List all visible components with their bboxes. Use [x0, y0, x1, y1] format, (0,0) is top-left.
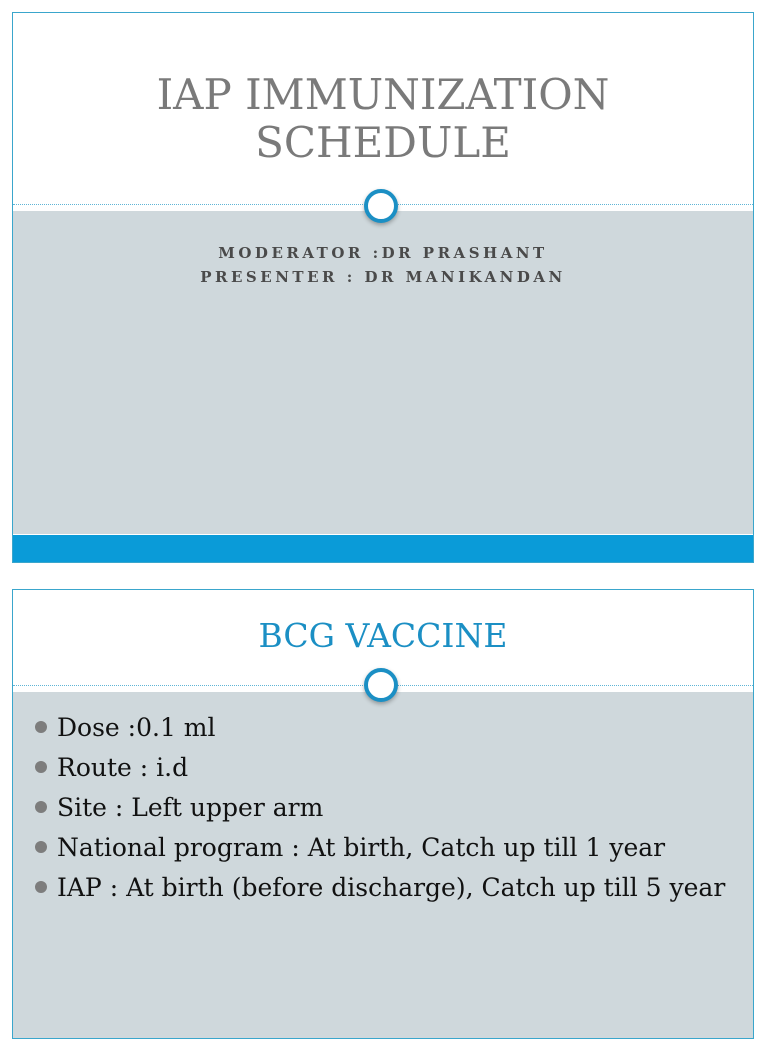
- title-line-2: SCHEDULE: [255, 118, 511, 167]
- list-item: [35, 790, 735, 825]
- title-line-1: IAP IMMUNIZATION: [156, 70, 610, 119]
- bullet-text: Dose :0.1 ml: [57, 713, 216, 742]
- title-slide: [12, 12, 754, 563]
- footer-bar: [13, 535, 753, 562]
- circle-ornament-icon: [364, 189, 398, 223]
- bullet-text: Site : Left upper arm: [57, 793, 324, 822]
- moderator-line: MODERATOR :DR PRASHANT: [218, 244, 548, 262]
- circle-ornament-icon: [364, 668, 398, 702]
- list-item: [35, 830, 735, 865]
- list-item: [35, 750, 735, 785]
- bullet-icon: [35, 841, 47, 853]
- slide-subtitle: [13, 241, 753, 289]
- list-item: [35, 870, 735, 905]
- bullet-icon: [35, 881, 47, 893]
- bullet-text: IAP : At birth (before discharge), Catch up till 5 year: [57, 873, 726, 902]
- bullet-text: Route : i.d: [57, 753, 189, 782]
- presenter-line: PRESENTER : DR MANIKANDAN: [200, 268, 566, 286]
- slide-title: [13, 71, 753, 167]
- bullet-list: [35, 710, 735, 910]
- bullet-text: National program : At birth, Catch up till 1 year: [57, 833, 666, 862]
- list-item: [35, 710, 735, 745]
- slide-title: BCG VACCINE: [258, 616, 508, 655]
- bullet-icon: [35, 801, 47, 813]
- bullet-icon: [35, 721, 47, 733]
- title-area: [13, 13, 753, 204]
- content-slide: [12, 589, 754, 1039]
- bullet-icon: [35, 761, 47, 773]
